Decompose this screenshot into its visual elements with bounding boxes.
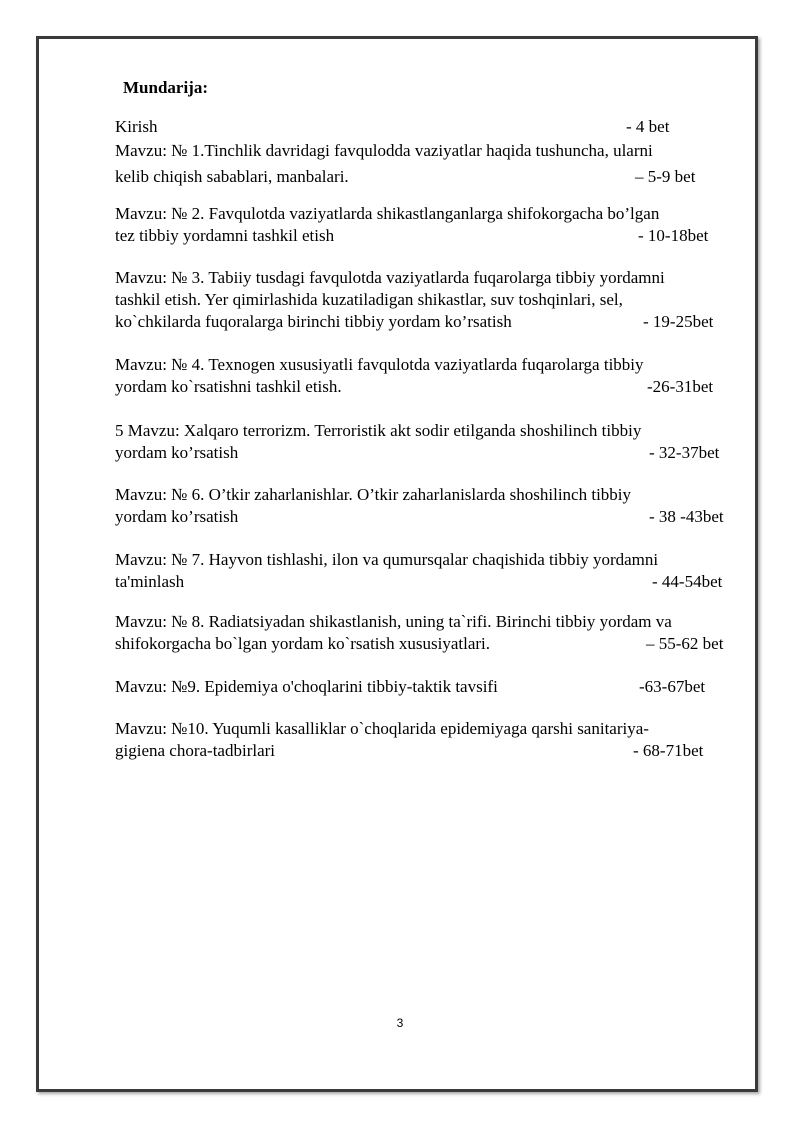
toc-entry-text: Mavzu: № 4. Texnogen xususiyatli favqulotda vaziyatlarda fuqarolarga tibbiy bbox=[115, 355, 644, 374]
toc-entry-text: Mavzu: № 2. Favqulotda vaziyatlarda shikastlanganlarga shifokorgacha bo’lgan bbox=[115, 204, 660, 223]
toc-entry-text: Mavzu: № 3. Tabiiy tusdagi favqulotda vaziyatlarda fuqarolarga tibbiy yordamni bbox=[115, 268, 665, 287]
toc-entry-text: Mavzu: №9. Epidemiya o'choqlarini tibbiy-taktik tavsifi bbox=[115, 677, 498, 696]
toc-entry-mavzu-4 bbox=[115, 354, 740, 398]
toc-entry-pages: – 55-62 bet bbox=[646, 634, 724, 653]
toc-entry-text: Mavzu: №10. Yuqumli kasalliklar o`choqlarida epidemiyaga qarshi sanitariya- bbox=[115, 719, 649, 738]
toc-entry-text: Mavzu: № 7. Hayvon tishlashi, ilon va qumursqalar chaqishida tibbiy yordamni bbox=[115, 550, 659, 569]
toc-entry-text: gigiena chora-tadbirlari bbox=[115, 741, 276, 760]
toc-entry-mavzu-3 bbox=[115, 267, 740, 333]
toc-entry-mavzu-5 bbox=[115, 420, 740, 464]
toc-entry-mavzu-6 bbox=[115, 484, 740, 528]
toc-entry-mavzu-2 bbox=[115, 203, 740, 247]
toc-entry-kirish bbox=[115, 116, 740, 138]
toc-entry-pages: - 38 -43bet bbox=[649, 507, 724, 526]
toc-entry-mavzu-10 bbox=[115, 718, 740, 762]
page-number: 3 bbox=[396, 1016, 404, 1030]
toc-entry-text: 5 Mavzu: Xalqaro terrorizm. Terroristik akt sodir etilganda shoshilinch tibbiy bbox=[115, 421, 642, 440]
toc-entry-mavzu-7 bbox=[115, 549, 740, 593]
toc-entry-text: ta'minlash bbox=[115, 572, 185, 591]
toc-entry-text: yordam ko`rsatishni tashkil etish. bbox=[115, 377, 342, 396]
toc-entry-text: Mavzu: № 1.Tinchlik davridagi favqulodda vaziyatlar haqida tushuncha, ularni bbox=[115, 141, 653, 160]
toc-entry-text: yordam ko’rsatish bbox=[115, 507, 239, 526]
toc-entry-pages: - 44-54bet bbox=[652, 572, 723, 591]
toc-entry-text: kelib chiqish sabablari, manbalari. bbox=[115, 167, 349, 186]
toc-entry-pages: - 68-71bet bbox=[633, 741, 704, 760]
toc-entry-mavzu-8 bbox=[115, 611, 740, 655]
toc-entry-pages: - 32-37bet bbox=[649, 443, 720, 462]
toc-entry-text: Kirish bbox=[115, 117, 158, 136]
toc-entry-text: Mavzu: № 6. O’tkir zaharlanishlar. O’tkir zaharlanislarda shoshilinch tibbiy bbox=[115, 485, 632, 504]
toc-entry-mavzu-9 bbox=[115, 676, 740, 698]
toc-entry-mavzu-1 bbox=[115, 140, 740, 184]
toc-entry-pages: - 10-18bet bbox=[638, 226, 709, 245]
toc-entry-text: ko`chkilarda fuqoralarga birinchi tibbiy yordam ko’rsatish bbox=[115, 312, 512, 331]
toc-entry-text: yordam ko’rsatish bbox=[115, 443, 239, 462]
toc-entry-pages: - 19-25bet bbox=[643, 312, 714, 331]
toc-entry-text: shifokorgacha bo`lgan yordam ko`rsatish xususiyatlari. bbox=[115, 634, 491, 653]
toc-entry-pages: - 4 bet bbox=[626, 117, 670, 136]
toc-entry-text: tashkil etish. Yer qimirlashida kuzatiladigan shikastlar, suv toshqinlari, sel, bbox=[115, 290, 623, 309]
toc-entry-pages: -63-67bet bbox=[639, 677, 706, 696]
toc-entry-pages: – 5-9 bet bbox=[635, 167, 696, 186]
toc-title: Mundarija: bbox=[123, 78, 208, 97]
toc-entry-pages: -26-31bet bbox=[647, 377, 714, 396]
toc-entry-text: tez tibbiy yordamni tashkil etish bbox=[115, 226, 335, 245]
toc-entry-text: Mavzu: № 8. Radiatsiyadan shikastlanish, uning ta`rifi. Birinchi tibbiy yordam va bbox=[115, 612, 672, 631]
